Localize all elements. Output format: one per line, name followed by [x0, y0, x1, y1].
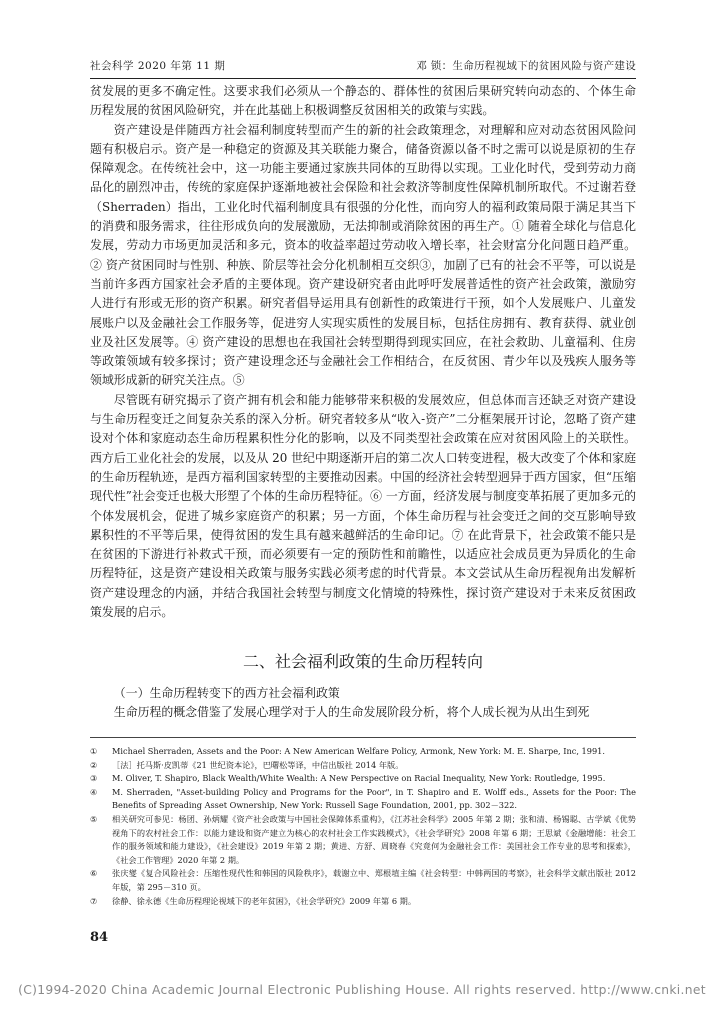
footnote-text: M. Sherraden, "Asset-building Policy and Programs for the Poor", in T. Shapiro and E. Wolff eds., Assets for the Poor: The Benefits of Spreading Asset Ownership, New York: Russell Sage Foundation, 2001, pp. 302－322. [112, 786, 636, 811]
footnote [90, 772, 636, 786]
footnote-mark: ① [90, 746, 98, 756]
paragraph-continued: 贫发展的更多不确定性。这要求我们必须从一个静态的、群体性的贫困后果研究转向动态的、个体生命历程发展的贫困风险研究，并在此基础上积极调整反贫困相关的政策与实践。 [90, 84, 636, 118]
journal-issue: 社会科学 2020 年第 11 期 [90, 60, 226, 72]
footnote-mark: ⑦ [90, 895, 98, 906]
footnote-mark: ⑥ [90, 868, 98, 879]
footnote-text: ［法］托马斯·皮凯蒂《21 世纪资本论》，巴曙松等译，中信出版社 2014 年版。 [112, 759, 404, 770]
footnote-text: 徐静、徐永德《生命历程理论视域下的老年贫困》，《社会学研究》2009 年第 6 期。 [112, 895, 417, 906]
footnotes [90, 745, 636, 908]
paragraph: 尽管既有研究揭示了资产拥有机会和能力能够带来积极的发展效应，但总体而言还缺乏对资产建设与生命历程变迁之间复杂关系的深入分析。研究者较多从“收入-资产”二分框架展开讨论，忽略了资产建设对个体和家庭动态生命历程累积性分化的影响，以及不同类型社会政策在应对贫困风险上的关联性。西方后工业化社会的发展，以及从 20 世纪中期逐渐开启的第二次人口转变进程，极大改变了个体和家庭的生命历程轨迹，是西方福利国家转型的主要推动因素。中国的经济社会转型迥异于西方国家，但“压缩现代性”社会变迁也极大形塑了个体的生命历程特征。⑥ 一方面，经济发展与制度变革拓展了更加多元的个体发展机会，促进了城乡家庭资产的积累；另一方面，个体生命历程与社会变迁之间的交互影响导致累积性的不平等后果，使得贫困的发生具有越来越鲜活的生命印记。⑦ 在此背景下，社会政策不能只是在贫困的下游进行补救式干预，而必须要有一定的预防性和前瞻性，以适应社会成员更为异质化的生命历程特征，这是资产建设相关政策与服务实践必须考虑的时代背景。本文尝试从生命历程视角出发解析资产建设理念的内涵，并结合我国社会转型与制度文化情境的特殊性，探讨资产建设对于未来反贫困政策发展的启示。 [90, 392, 636, 620]
footnote-mark: ③ [90, 773, 98, 784]
footnote-text: 张庆燮《复合风险社会：压缩性现代性和韩国的风险秩序》，载谢立中、郑根埴主编《社会转型：中韩两国的考察》，社会科学文献出版社 2012 年版，第 295－310 页。 [112, 868, 636, 892]
footnote-mark: ④ [90, 786, 98, 797]
footnote-mark: ⑤ [90, 813, 98, 824]
footnote [90, 895, 636, 909]
footnote-text: 相关研究可参见：杨团、孙炳耀《资产社会政策与中国社会保障体系重构》，《江苏社会科学》2005 年第 2 期；张和清、杨锡聪、古学斌《优势视角下的农村社会工作：以能力建设和资产建立为核心的农村社会工作实践模式》，《社会学研究》2008 年第 6 期；王思斌《金融增能：社会工作的服务领域和能力建设》，《社会建设》2019 年第 2 期；黄进、方舒、周晓春《究竟何为金融社会工作：美国社会工作专业的思考和探索》，《社会工作管理》2020 年第 2 期。 [112, 813, 636, 865]
subsection-title: （一）生命历程转变下的西方社会福利政策 [113, 686, 340, 700]
footnote [90, 786, 636, 813]
footnote [90, 759, 636, 773]
paragraph: 资产建设是伴随西方社会福利制度转型而产生的新的社会政策理念，对理解和应对动态贫困风险问题有积极启示。资产是一种稳定的资源及其关联能力聚合，储备资源以备不时之需可以说是原初的生存保障观念。在传统社会中，这一功能主要通过家族共同体的互助得以实现。工业化时代，受到劳动力商品化的剧烈冲击，传统的家庭保护逐渐地被社会保险和社会救济等制度性保障机制所取代。不过谢若登（Sherraden）指出，工业化时代福利制度具有很强的分化性，而向穷人的福利政策局限于满足其当下的消费和服务需求，往往形成负向的发展激励，无法抑制或消除贫困的再生产。① 随着全球化与信息化发展，劳动力市场更加灵活和多元，资本的收益率超过劳动收入增长率，社会财富分化问题日趋严重。② 资产贫困同时与性别、种族、阶层等社会分化机制相互交织③，加剧了已有的社会不平等，可以说是当前许多西方国家社会矛盾的主要体现。资产建设研究者由此呼吁发展普适性的资产社会政策，激励穷人进行有形或无形的资产积累。研究者倡导运用具有创新性的政策进行干预，如个人发展账户、儿童发展账户以及金融社会工作服务等，促进穷人实现实质性的发展目标，包括住房拥有、教育获得、就业创业及社区发展等。④ 资产建设的思想也在我国社会转型期得到现实回应，在社会救助、儿童福利、住房等政策领域有较多探讨；资产建设理念还与金融社会工作相结合，在反贫困、青少年以及残疾人服务等领域形成新的研究关注点。⑤ [90, 122, 636, 388]
article-body [90, 82, 636, 622]
footnote-mark: ② [90, 759, 98, 770]
page-number: 84 [90, 930, 109, 945]
footnote [90, 813, 636, 867]
copyright-footer: (C)1994-2020 China Academic Journal Electronic Publishing House. All rights reserved. http://www.cnki.net [18, 983, 706, 997]
section-title: 二、社会福利政策的生命历程转向 [242, 652, 483, 671]
header-rule [90, 78, 636, 79]
paragraph: 生命历程的概念借鉴了发展心理学对于人的生命发展阶段分析，将个人成长视为从出生到死 [113, 705, 590, 720]
footnote [90, 867, 636, 894]
article-running-title: 邓 锁：生命历程视域下的贫困风险与资产建设 [416, 60, 636, 72]
footnote-text: Michael Sherraden, Assets and the Poor: A New American Welfare Policy, Armonk, New York: M. E. Sharpe, Inc, 1991. [112, 746, 605, 756]
footnote-text: M. Oliver, T. Shapiro, Black Wealth/White Wealth: A New Perspective on Racial Inequality, New York: Routledge, 1995. [112, 773, 606, 784]
footnote [90, 745, 636, 759]
footnote-rule [90, 737, 636, 738]
running-header [90, 57, 636, 75]
subsection [90, 684, 636, 723]
